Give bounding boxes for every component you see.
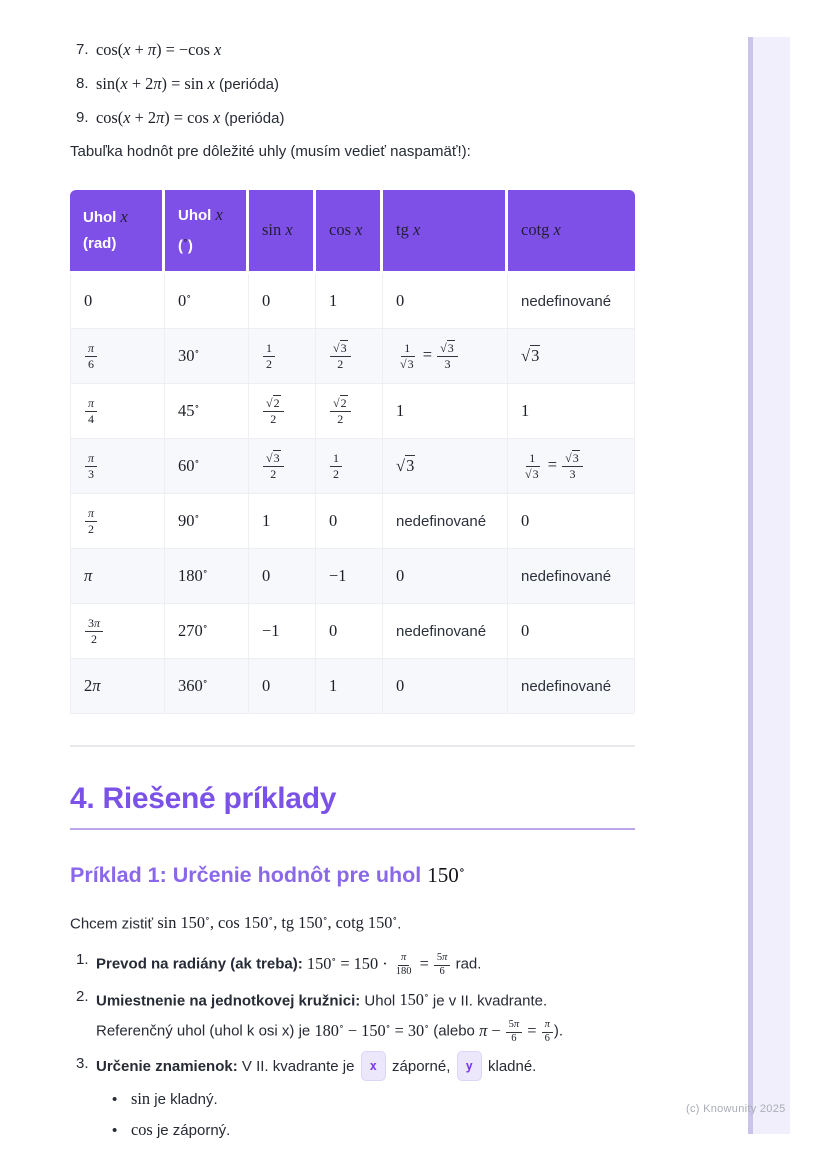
math-value: 1 [521, 401, 530, 420]
table-cell [383, 549, 508, 604]
math-value: 1 [329, 676, 338, 695]
table-cell [316, 659, 383, 714]
text-span: V II. kvadrante je [241, 1058, 359, 1076]
math-text: cos x [329, 220, 363, 239]
table-cell [70, 659, 165, 714]
step-line [96, 947, 635, 978]
math-value: $\frac{\pi}{2}$ [84, 510, 98, 529]
identity-list-item [70, 108, 635, 129]
example-step [70, 984, 635, 1045]
table-row [70, 329, 635, 384]
inline-code-x: x [361, 1051, 386, 1081]
table-cell [316, 384, 383, 439]
table-cell [316, 604, 383, 659]
list-number: 2. [76, 988, 89, 1006]
math-text: x [120, 207, 128, 226]
math-value: 30∘ [178, 346, 200, 365]
table-cell [165, 494, 249, 549]
math-value: $\frac{√2}{2}$ [329, 400, 352, 419]
text-span: Uhol [364, 992, 400, 1010]
table-cell [249, 274, 316, 329]
math-text: 150∘ = 150 · $\frac{\pi}{180}$ = $\frac{5\pi}{6}$ [307, 954, 452, 973]
math-text: ∘ [183, 235, 188, 247]
math-value: $\frac{\pi}{3}$ [84, 455, 98, 474]
table-cell [165, 329, 249, 384]
table-cell [249, 494, 316, 549]
text-span: Uhol [83, 209, 121, 226]
math-text: cotg x [521, 220, 561, 239]
math-value: π [84, 566, 93, 585]
table-cell [316, 329, 383, 384]
table-header-cell [165, 190, 249, 274]
text-span: Určenie znamienok: [96, 1058, 242, 1076]
table-cell [383, 329, 508, 384]
table-row [70, 384, 635, 439]
text-span: je v II. kvadrante. [428, 992, 548, 1010]
section-title-underline [70, 828, 635, 830]
math-value: $\frac{√3}{2}$ [329, 345, 352, 364]
math-value: 270∘ [178, 621, 208, 640]
math-value: 0 [521, 511, 530, 530]
text-span: (alebo [429, 1022, 480, 1040]
math-value: $\frac{1}{√3}$ = $\frac{√3}{3}$ [396, 345, 459, 364]
list-number: 9. [76, 109, 89, 126]
text-span: kladné. [483, 1058, 537, 1076]
math-value: −1 [262, 621, 280, 640]
math-value: $\frac{1}{√3}$ = $\frac{√3}{3}$ [521, 455, 584, 474]
text-span: Umiestnenie na jednotkovej kružnici: [96, 992, 365, 1010]
math-value: √3 [396, 456, 415, 475]
list-number: 7. [76, 41, 89, 58]
example-steps-list [70, 947, 635, 1151]
table-cell [383, 659, 508, 714]
table-row [70, 439, 635, 494]
table-cell [249, 329, 316, 384]
bullet-item [112, 1120, 635, 1141]
math-value: 45∘ [178, 401, 200, 420]
table-cell [165, 549, 249, 604]
math-value: $\frac{\pi}{6}$ [84, 345, 98, 364]
math-text: 150∘ [427, 863, 465, 888]
math-text: 150∘ [399, 990, 429, 1010]
text-span: záporné, [387, 1058, 455, 1076]
step-line [96, 1014, 635, 1045]
table-cell [316, 274, 383, 329]
math-value: 1 [262, 511, 271, 530]
math-value: √3 [521, 346, 540, 365]
table-header-cell [508, 190, 635, 274]
math-value: 0 [329, 511, 338, 530]
identities-list [70, 40, 635, 129]
table-cell: nedefinované [508, 274, 635, 329]
list-number: 1. [76, 951, 89, 969]
inline-code-y: y [457, 1051, 482, 1081]
identity-formula [96, 108, 284, 129]
list-number: 3. [76, 1055, 89, 1073]
table-cell [383, 274, 508, 329]
table-cell [165, 604, 249, 659]
page-right-edge-fill [753, 37, 790, 1134]
text-span: ( [178, 237, 183, 255]
table-cell [70, 439, 165, 494]
math-text: π − $\frac{5\pi}{6}$ = $\frac{\pi}{6}$ [479, 1021, 554, 1040]
table-cell [70, 549, 165, 604]
table-body [70, 274, 635, 714]
example-step [70, 1051, 635, 1151]
table-cell [165, 274, 249, 329]
text-span: je záporný. [152, 1122, 231, 1140]
table-cell [165, 659, 249, 714]
example-title [70, 856, 635, 889]
table-cell [70, 274, 165, 329]
text-span: Príklad 1: Určenie hodnôt pre uhol [70, 863, 428, 888]
table-cell [249, 604, 316, 659]
table-row [70, 604, 635, 659]
table-cell [70, 329, 165, 384]
table-header-cell [316, 190, 383, 274]
math-text: cos [131, 1120, 153, 1140]
table-header-cell [70, 190, 165, 274]
table-cell [316, 549, 383, 604]
table-cell [165, 384, 249, 439]
identity-list-item [70, 74, 635, 95]
math-value: 180∘ [178, 566, 208, 585]
math-text: sin 150∘, cos 150∘, tg 150∘, cotg 150∘ [157, 913, 398, 933]
math-value: 1 [396, 401, 405, 420]
step-body [96, 984, 635, 1045]
table-cell [508, 439, 635, 494]
math-value: $\frac{√2}{2}$ [262, 400, 285, 419]
math-value: 0 [262, 291, 271, 310]
table-row [70, 549, 635, 604]
table-cell [70, 494, 165, 549]
table-cell [383, 384, 508, 439]
math-value: $\frac{1}{2}$ [329, 455, 343, 474]
document-page [70, 40, 635, 1157]
math-value: 0 [396, 676, 405, 695]
table-row [70, 494, 635, 549]
math-text: sin x [262, 220, 293, 239]
table-intro-text: Tabuľka hodnôt pre dôležité uhly (musím vedieť naspamäť!): [70, 143, 471, 160]
math-value: 0 [396, 566, 405, 585]
math-value: 0∘ [178, 291, 192, 310]
table-cell [249, 659, 316, 714]
example-intro-text [70, 909, 635, 935]
text-span: (perióda) [220, 110, 285, 127]
table-cell [70, 604, 165, 659]
table-header-row [70, 190, 635, 274]
table-cell [70, 384, 165, 439]
text-span: ) [187, 237, 193, 255]
text-span: (perióda) [214, 76, 280, 93]
example-step [70, 947, 635, 978]
math-text: sin(x + 2π) = sin x [96, 74, 215, 93]
math-value: $\frac{1}{2}$ [262, 345, 276, 364]
math-value: 1 [329, 291, 338, 310]
identity-formula [96, 74, 279, 95]
math-value: 0 [262, 676, 271, 695]
watermark-text: (c) Knowunity 2025 [686, 1103, 786, 1115]
section-divider [70, 745, 635, 747]
identity-list-item [70, 40, 635, 61]
math-value: 0 [396, 291, 405, 310]
math-value: 360∘ [178, 676, 208, 695]
text-span: je kladný. [150, 1091, 218, 1109]
table-cell: nedefinované [383, 604, 508, 659]
identity-formula [96, 40, 221, 61]
step-body [96, 947, 635, 978]
math-value: 90∘ [178, 511, 200, 530]
math-value: 0 [521, 621, 530, 640]
math-text: tg x [396, 220, 421, 239]
math-value: 60∘ [178, 456, 200, 475]
math-text: 180∘ − 150∘ = 30∘ [314, 1020, 430, 1040]
table-cell [508, 384, 635, 439]
table-cell [249, 384, 316, 439]
math-value: 0 [84, 291, 93, 310]
math-value: $\frac{3\pi}{2}$ [84, 620, 104, 639]
math-value: 0 [329, 621, 338, 640]
angle-values-table [70, 190, 635, 714]
table-cell [383, 439, 508, 494]
math-text: cos(x + 2π) = cos x [96, 108, 221, 127]
math-value: 0 [262, 566, 271, 585]
table-cell [249, 549, 316, 604]
bullet-item [112, 1089, 635, 1110]
table-cell: nedefinované [508, 549, 635, 604]
text-span: Chcem zistiť [70, 915, 158, 933]
table-cell: nedefinované [383, 494, 508, 549]
math-value: $\frac{√3}{2}$ [262, 455, 285, 474]
table-cell [508, 494, 635, 549]
text-span: . [397, 915, 402, 933]
text-span: Referenčný uhol (uhol k osi x) je [96, 1022, 315, 1040]
math-text: sin [131, 1089, 151, 1109]
math-value: $\frac{\pi}{4}$ [84, 400, 98, 419]
math-text: cos(x + π) = −cos x [96, 40, 222, 59]
table-cell [249, 439, 316, 494]
math-value: −1 [329, 566, 347, 585]
math-text: x [215, 204, 223, 224]
section-title: 4. Riešené príklady [70, 782, 337, 815]
step-line [96, 984, 635, 1014]
table-header-cell [249, 190, 316, 274]
table-cell: nedefinované [508, 659, 635, 714]
table-cell [508, 329, 635, 384]
text-span: (rad) [83, 235, 117, 252]
table-row [70, 274, 635, 329]
step-line [96, 1051, 635, 1081]
table-cell [316, 494, 383, 549]
table-cell [508, 604, 635, 659]
table-row [70, 659, 635, 714]
list-number: 8. [76, 75, 89, 92]
math-value: 2π [84, 676, 101, 695]
text-span: ). [553, 1022, 564, 1040]
table-cell [316, 439, 383, 494]
text-span: Uhol [178, 206, 216, 224]
step-bullets [96, 1089, 635, 1141]
text-span: rad. [451, 955, 482, 973]
text-span: Prevod na radiány (ak treba): [96, 955, 307, 973]
table-header-cell [383, 190, 508, 274]
step-body [96, 1051, 635, 1151]
table-cell [165, 439, 249, 494]
